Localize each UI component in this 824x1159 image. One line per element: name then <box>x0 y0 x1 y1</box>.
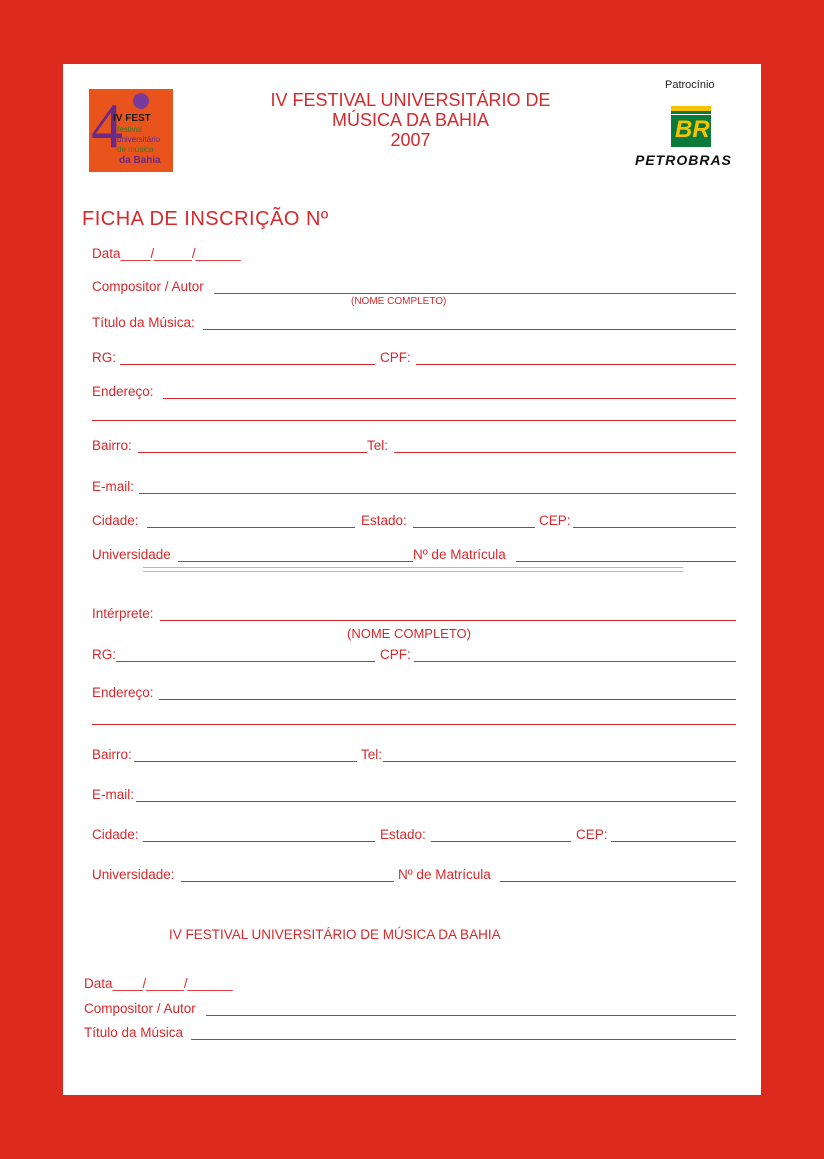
enrollment-label: Nº de Matrícula <box>413 547 506 562</box>
phone-label: Tel: <box>367 438 389 453</box>
address-line[interactable] <box>163 398 736 399</box>
performer-phone-label: Tel: <box>361 747 383 762</box>
cpf-line[interactable] <box>416 364 736 365</box>
performer-name-note: (NOME COMPLETO) <box>347 626 471 641</box>
sponsor-label: Patrocínio <box>665 79 715 91</box>
composer-name-note: (NOME COMPLETO) <box>351 296 447 307</box>
composer-line[interactable] <box>214 293 736 294</box>
receipt-date-field[interactable]: Data____/_____/______ <box>84 976 233 991</box>
form-sheet <box>63 64 761 1095</box>
state-line[interactable] <box>413 527 535 528</box>
zip-label: CEP: <box>539 513 571 528</box>
rg-line[interactable] <box>120 364 375 365</box>
title-line-2: MÚSICA DA BAHIA <box>331 110 490 130</box>
performer-state-line[interactable] <box>431 841 571 842</box>
performer-state-label: Estado: <box>380 827 426 842</box>
receipt-song-title-label: Título da Música <box>84 1025 184 1040</box>
logo-line3: universitário <box>117 135 161 144</box>
performer-city-label: Cidade: <box>92 827 139 842</box>
logo-line4: de música <box>117 145 154 154</box>
university-line[interactable] <box>178 561 413 562</box>
neighborhood-line[interactable] <box>138 452 367 453</box>
zip-line[interactable] <box>573 527 736 528</box>
performer-phone-line[interactable] <box>383 761 736 762</box>
logo-line2: festival <box>117 125 142 134</box>
performer-address-line[interactable] <box>159 699 736 700</box>
performer-enrollment-line[interactable] <box>500 881 736 882</box>
title-line-1: IV FESTIVAL UNIVERSITÁRIO DE <box>270 90 551 110</box>
enrollment-line[interactable] <box>516 561 736 562</box>
receipt-composer-line[interactable] <box>206 1015 736 1016</box>
performer-cpf-line[interactable] <box>414 661 736 662</box>
festival-logo <box>89 89 173 172</box>
festival-title <box>213 90 608 150</box>
performer-label: Intérprete: <box>92 606 154 621</box>
logo-line5: da Bahia <box>119 155 161 166</box>
performer-email-line[interactable] <box>136 801 736 802</box>
performer-cpf-label: CPF: <box>380 647 411 662</box>
performer-enrollment-label: Nº de Matrícula <box>398 867 491 882</box>
petrobras-logo <box>633 106 751 173</box>
logo-face-icon <box>133 93 149 109</box>
receipt-composer-label: Compositor / Autor <box>84 1001 196 1016</box>
performer-address-line-2[interactable] <box>92 724 736 725</box>
receipt-title: IV FESTIVAL UNIVERSITÁRIO DE MÚSICA DA BAHIA <box>169 927 501 942</box>
receipt-song-title-line[interactable] <box>191 1039 736 1040</box>
performer-line[interactable] <box>160 620 736 621</box>
performer-zip-line[interactable] <box>611 841 736 842</box>
logo-numeral: 4 <box>91 90 123 161</box>
section-divider <box>143 567 683 572</box>
performer-neighborhood-line[interactable] <box>134 761 357 762</box>
address-label: Endereço: <box>92 384 154 399</box>
performer-university-line[interactable] <box>181 881 394 882</box>
performer-address-label: Endereço: <box>92 685 154 700</box>
performer-rg-label: RG: <box>92 647 117 662</box>
form-heading: FICHA DE INSCRIÇÃO Nº <box>82 208 329 230</box>
logo-line1: IV FEST <box>113 113 151 124</box>
performer-email-label: E-mail: <box>92 787 135 802</box>
email-label: E-mail: <box>92 479 135 494</box>
city-label: Cidade: <box>92 513 139 528</box>
date-field[interactable]: Data____/_____/______ <box>92 246 241 261</box>
song-title-label: Título da Música: <box>92 315 195 330</box>
phone-line[interactable] <box>394 452 736 453</box>
state-label: Estado: <box>361 513 407 528</box>
performer-city-line[interactable] <box>143 841 375 842</box>
rg-label: RG: <box>92 350 117 365</box>
performer-zip-label: CEP: <box>576 827 608 842</box>
address-line-2[interactable] <box>92 420 736 421</box>
song-title-line[interactable] <box>203 329 736 330</box>
performer-university-label: Universidade: <box>92 867 175 882</box>
email-line[interactable] <box>139 493 736 494</box>
city-line[interactable] <box>147 527 355 528</box>
performer-neighborhood-label: Bairro: <box>92 747 132 762</box>
cpf-label: CPF: <box>380 350 411 365</box>
title-line-3: 2007 <box>390 130 431 150</box>
performer-rg-line[interactable] <box>116 661 375 662</box>
composer-label: Compositor / Autor <box>92 279 204 294</box>
neighborhood-label: Bairro: <box>92 438 132 453</box>
br-text: BR <box>675 116 710 143</box>
university-label: Universidade <box>92 547 171 562</box>
sponsor-name: PETROBRAS <box>635 152 732 168</box>
